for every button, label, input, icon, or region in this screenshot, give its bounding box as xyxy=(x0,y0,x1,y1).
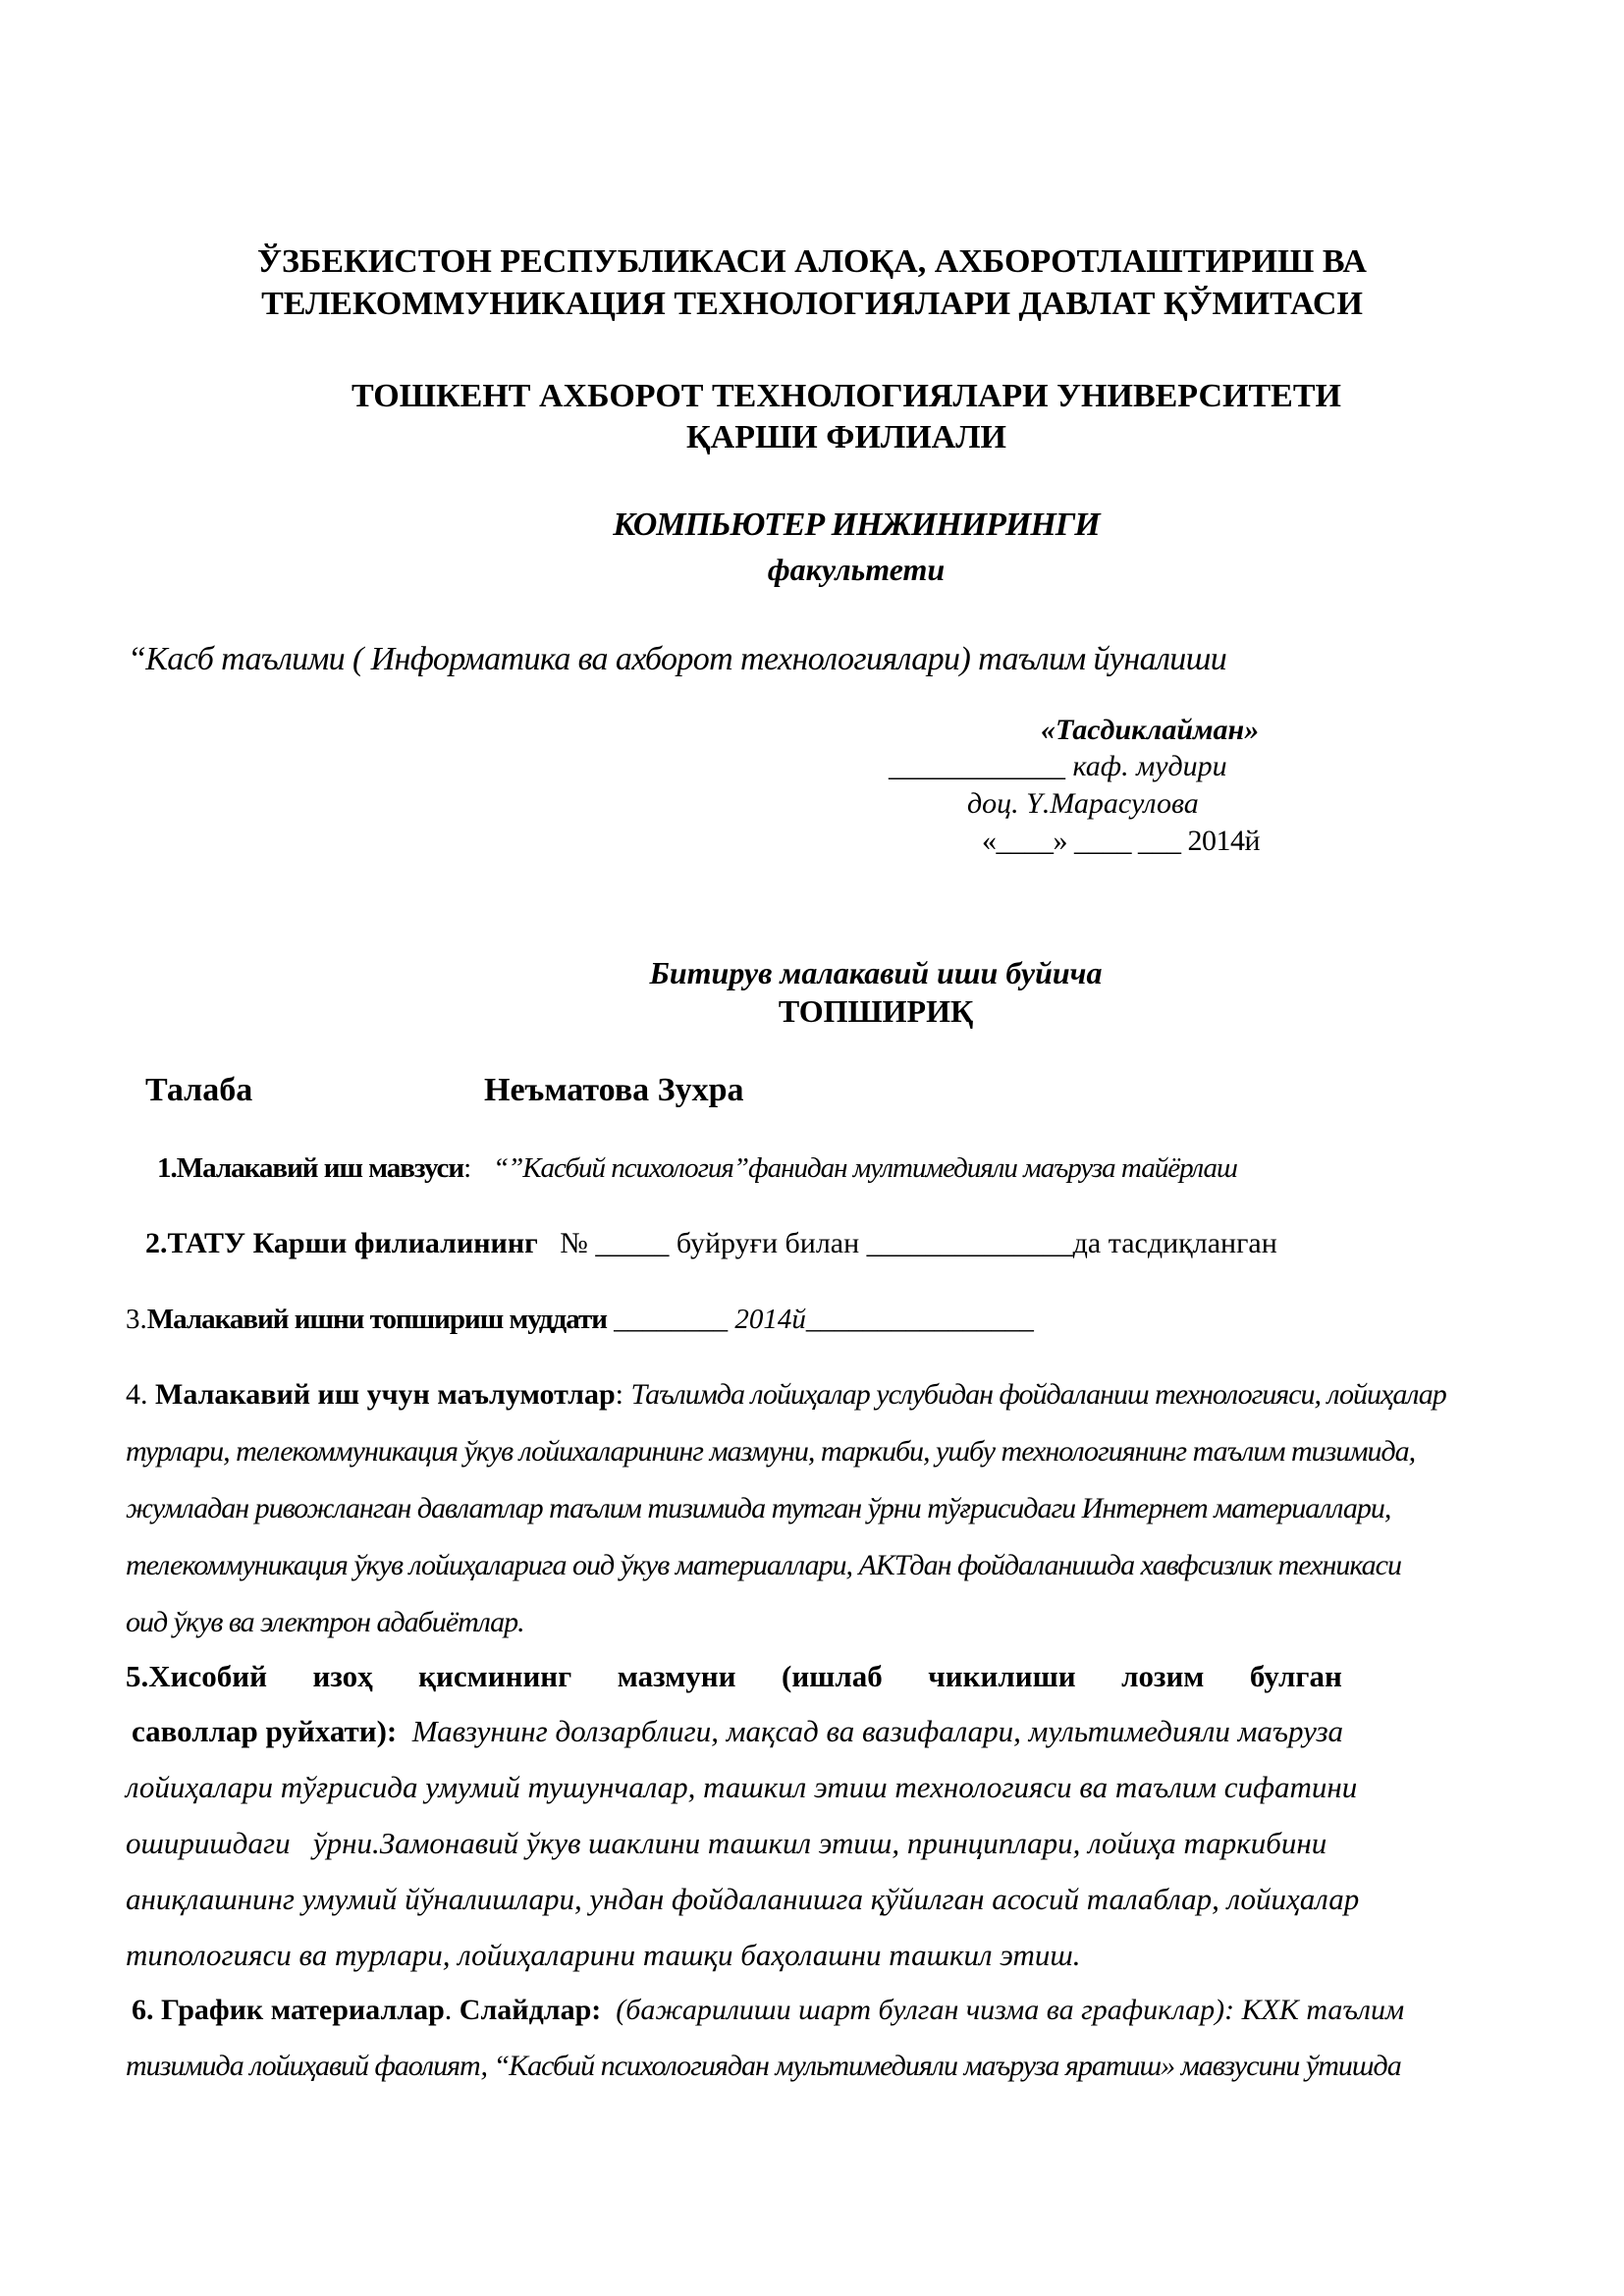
item-4-number: 4. xyxy=(126,1378,155,1411)
item-4-colon: : xyxy=(615,1378,631,1411)
student-label: Талаба xyxy=(145,1072,253,1108)
item-1 xyxy=(157,1152,1237,1185)
approval-signatory: доц. Ү.Марасулова xyxy=(967,787,1199,820)
approval-date: «____» ____ ___ 2014й xyxy=(982,825,1261,857)
item-3-number: 3. xyxy=(126,1304,147,1335)
item-5-line-5: типологияси ва турлари, лойиҳаларини ташқи баҳолашни ташкил этиш. xyxy=(126,1938,1081,1972)
item-2-order: № _____ буйруғи билан ______________да тасдиқланган xyxy=(560,1227,1277,1259)
item-6-label: 6. График материаллар xyxy=(132,1994,445,2026)
item-3-label: Малакавий ишни топшириш муддати xyxy=(146,1304,607,1335)
item-5-heading: 5.Хисобий изоҳ қисмининг мазмуни (ишлаб чикилиши лозим булган xyxy=(126,1659,1342,1693)
item-6-dot: . xyxy=(444,1994,453,2026)
approval-title: «Тасдиклайман» xyxy=(1041,714,1260,746)
item-6-slides-label: Слайдлар: xyxy=(452,1994,602,2026)
item-5-line-3: оширишдаги ўрни.Замонавий ўкув шаклини ташкил этиш, принциплари, лойиҳа таркибини xyxy=(126,1826,1327,1860)
item-5-text-1: Мавзунинг долзарблиги, мақсад ва вазифалари, мультимедияли маъруза xyxy=(411,1714,1344,1748)
item-5-line-4: аниқлашнинг умумий йўналишлари, ундан фойдаланишга қўйилган асосий талаблар, лойиҳалар xyxy=(126,1882,1360,1916)
item-6-text-1: (бажарилиши шарт булган чизма ва графиклар): КХК таълим xyxy=(601,1994,1405,2026)
item-5-line-2: лойиҳалари тўғрисида умумий тушунчалар, ташкил этиш технологияси ва таълим сифатини xyxy=(126,1770,1358,1804)
item-4-label: Малакавий иш учун маълумотлар xyxy=(155,1378,616,1411)
item-1-label: 1.Малакавий иш мавзуси xyxy=(157,1152,464,1184)
item-4-line-4: телекоммуникация ўкув лойиҳаларига оид ўкув материаллари, АКТдан фойдаланишда хавфсизлик техникаси xyxy=(126,1549,1401,1581)
item-2 xyxy=(145,1227,1277,1260)
item-6-line-2: тизимида лойиҳавий фаолият, “Касбий психологиядан мультимедияли маъруза яратиш» мавзусини ўтишда xyxy=(126,2050,1401,2082)
faculty-name: КОМПЬЮТЕР ИНЖИНИРИНГИ xyxy=(613,507,1100,543)
education-direction: “Касб таълими ( Информатика ва ахборот технологиялари) таълим йуналиши xyxy=(128,641,1227,677)
item-4-text-1: Таълимда лойиҳалар услубидан фойдаланиш технологияси, лойиҳалар xyxy=(630,1378,1446,1411)
item-3-deadline: ________ 2014й________________ xyxy=(606,1304,1034,1335)
item-4-line-2: турлари, телекоммуникация ўкув лойихаларининг мазмуни, таркиби, ушбу технологиянинг таълим тизимида, xyxy=(126,1435,1416,1468)
item-2-label: 2.ТАТУ Карши филиалининг xyxy=(145,1227,538,1259)
ministry-line-1: ЎЗБЕКИСТОН РЕСПУБЛИКАСИ АЛОҚА, АХБОРОТЛАШТИРИШ ВА xyxy=(257,243,1367,280)
item-4-line-5: оид ўкув ва электрон адабиётлар. xyxy=(126,1606,524,1638)
assignment-subtitle: Битирув малакавий иши буйича xyxy=(649,955,1103,990)
faculty-word: факультети xyxy=(767,552,946,587)
item-6-line-1 xyxy=(132,1994,1404,2027)
item-5-line-1 xyxy=(132,1714,1343,1749)
university-line-2: ҚАРШИ ФИЛИАЛИ xyxy=(685,419,1007,455)
approval-department-head: ____________ каф. мудири xyxy=(889,750,1227,782)
item-4-line-3: жумладан ривожланган давлатлар таълим тизимида тутган ўрни тўғрисидаги Интернет материаллари, xyxy=(126,1492,1391,1524)
item-5-label: саволлар руйхати): xyxy=(132,1714,398,1748)
university-line-1: ТОШКЕНТ АХБОРОТ ТЕХНОЛОГИЯЛАРИ УНИВЕРСИТЕТИ xyxy=(352,378,1341,414)
item-4-line-1 xyxy=(126,1378,1530,1412)
item-3 xyxy=(126,1304,1034,1336)
item-1-topic: “”Касбий психология”фанидан мултимедияли маъруза тайёрлаш xyxy=(492,1152,1237,1184)
assignment-title: ТОПШИРИҚ xyxy=(778,993,974,1029)
item-1-colon: : xyxy=(463,1152,472,1184)
ministry-line-2: ТЕЛЕКОММУНИКАЦИЯ ТЕХНОЛОГИЯЛАРИ ДАВЛАТ ҚЎМИТАСИ xyxy=(261,286,1363,322)
student-name: Неъматова Зухра xyxy=(484,1072,744,1108)
